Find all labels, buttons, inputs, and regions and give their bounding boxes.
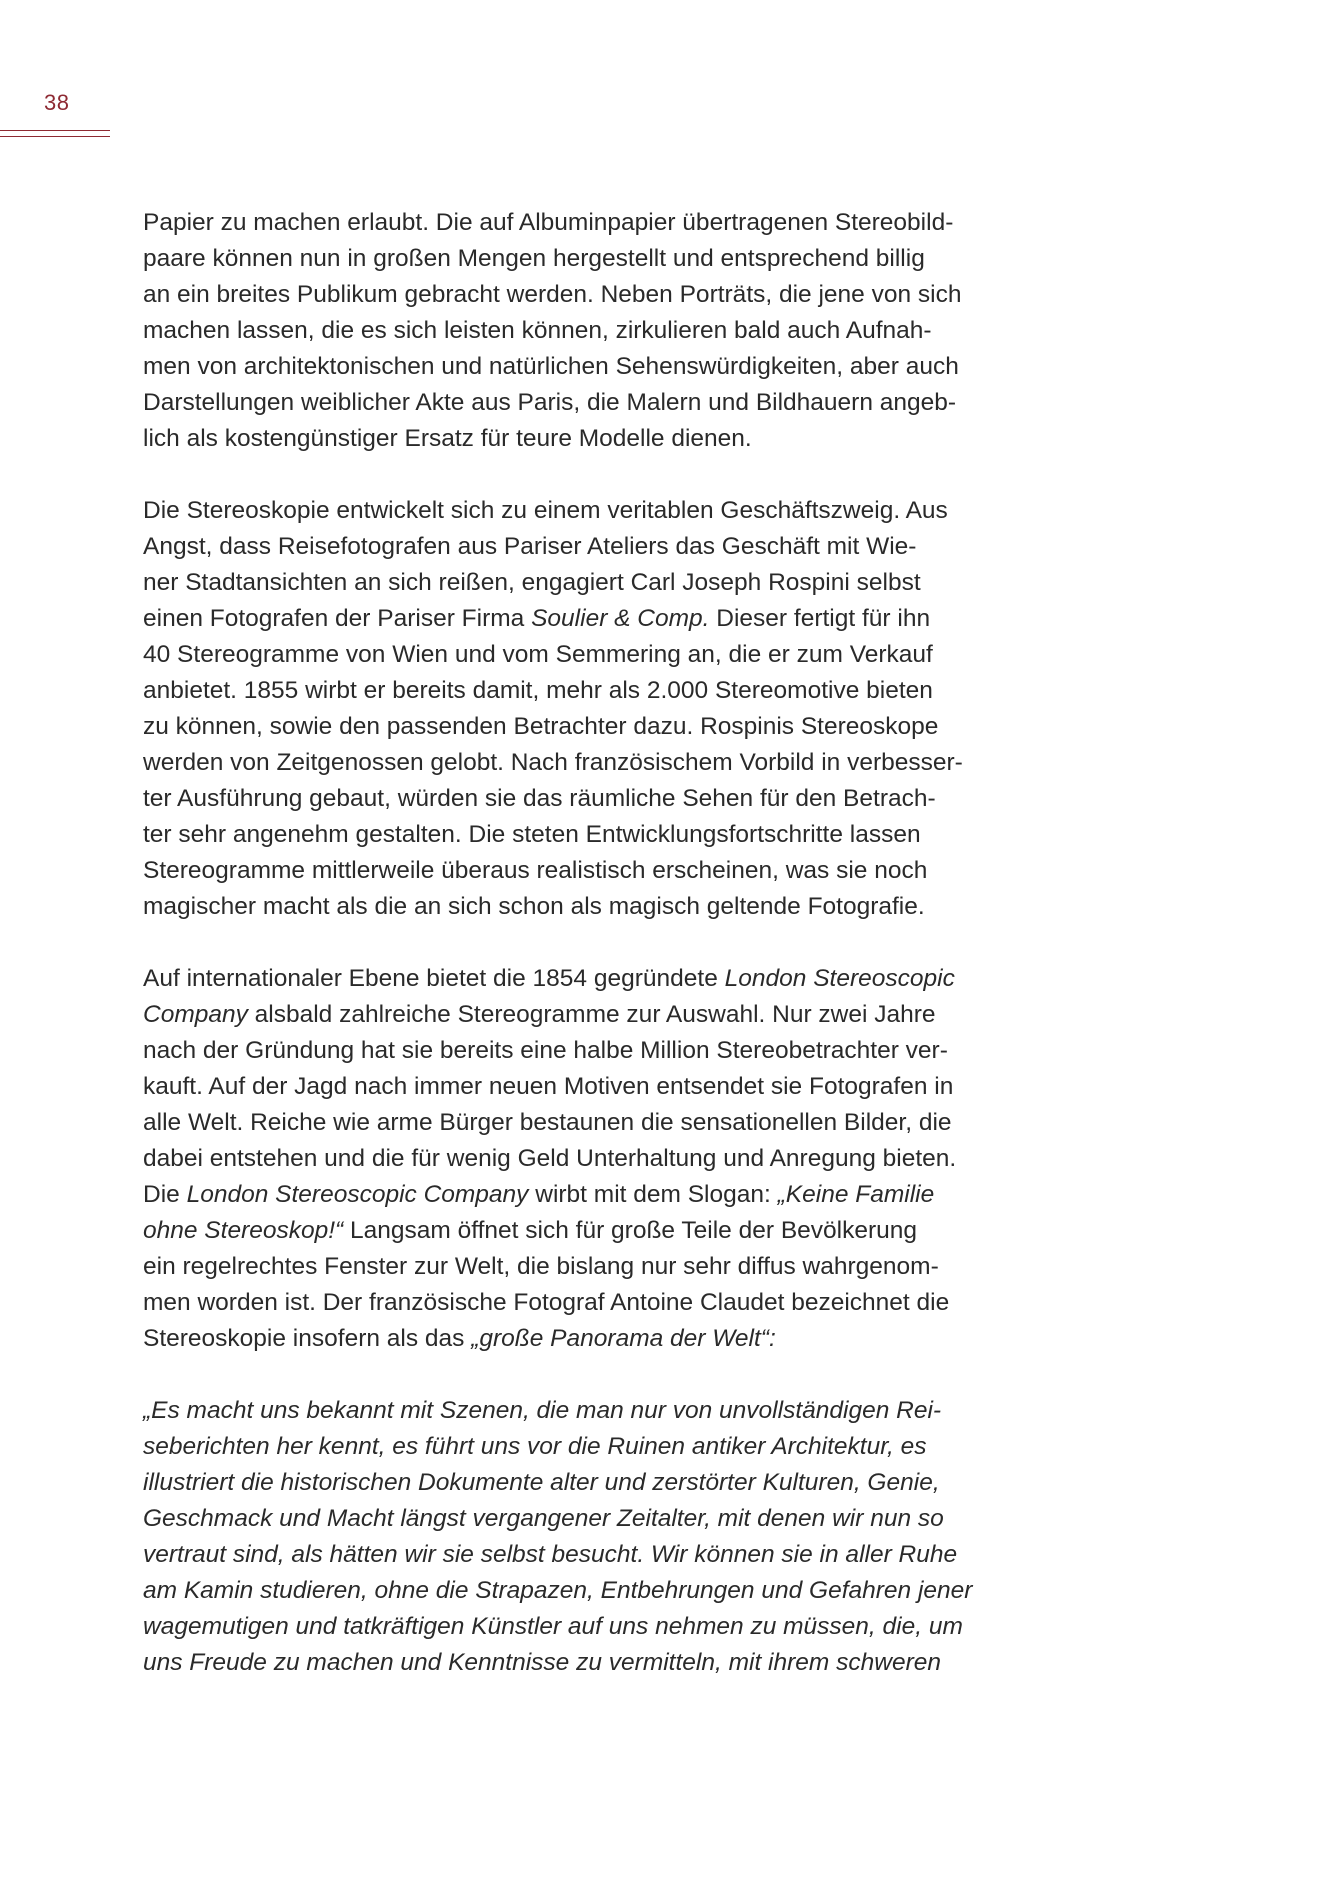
- italic-text: seberichten her kennt, es führt uns vor die Ruinen antiker Architektur, es: [143, 1433, 927, 1460]
- text-line: [143, 205, 1043, 241]
- text-line: [143, 817, 1043, 853]
- text-line: [143, 961, 1043, 997]
- italic-text: Soulier & Comp.: [531, 605, 710, 632]
- text-segment: lich als kostengünstiger Ersatz für teure Modelle dienen.: [143, 425, 752, 452]
- text-segment: kauft. Auf der Jagd nach immer neuen Motiven entsendet sie Fotografen in: [143, 1073, 954, 1100]
- italic-text: London Stereoscopic: [724, 965, 955, 992]
- text-line: [143, 1465, 1043, 1501]
- text-line: [143, 1645, 1043, 1681]
- text-segment: wirbt mit dem Slogan:: [528, 1181, 778, 1208]
- text-line: [143, 421, 1043, 457]
- text-segment: ner Stadtansichten an sich reißen, engagiert Carl Joseph Rospini selbst: [143, 569, 921, 596]
- text-line: [143, 1537, 1043, 1573]
- text-line: [143, 1105, 1043, 1141]
- text-segment: Auf internationaler Ebene bietet die 1854 gegründete: [143, 965, 725, 992]
- text-line: [143, 1393, 1043, 1429]
- text-segment: Papier zu machen erlaubt. Die auf Albuminpapier übertragenen Stereobild-: [143, 209, 954, 236]
- text-line: [143, 781, 1043, 817]
- text-segment: men von architektonischen und natürlichen Sehenswürdigkeiten, aber auch: [143, 353, 959, 380]
- text-segment: ter Ausführung gebaut, würden sie das räumliche Sehen für den Betrach-: [143, 785, 936, 812]
- text-segment: Stereogramme mittlerweile überaus realistisch erscheinen, was sie noch: [143, 857, 928, 884]
- italic-text: wagemutigen und tatkräftigen Künstler auf uns nehmen zu müssen, die, um: [143, 1613, 963, 1640]
- text-segment: Dieser fertigt für ihn: [709, 605, 931, 632]
- text-line: [143, 241, 1043, 277]
- text-segment: Die: [143, 1181, 187, 1208]
- italic-text: London Stereoscopic Company: [186, 1181, 529, 1208]
- text-segment: Darstellungen weiblicher Akte aus Paris, die Malern und Bildhauern angeb-: [143, 389, 957, 416]
- text-line: [143, 529, 1043, 565]
- paragraph-p2: [143, 493, 1043, 925]
- text-segment: Langsam öffnet sich für große Teile der Bevölkerung: [343, 1217, 918, 1244]
- text-line: [143, 385, 1043, 421]
- text-line: [143, 1177, 1043, 1213]
- text-segment: ein regelrechtes Fenster zur Welt, die bislang nur sehr diffus wahrgenom-: [143, 1253, 939, 1280]
- text-segment: Angst, dass Reisefotografen aus Pariser Ateliers das Geschäft mit Wie-: [143, 533, 917, 560]
- text-segment: magischer macht als die an sich schon als magisch geltende Fotografie.: [143, 893, 925, 920]
- text-segment: Stereoskopie insofern als das: [143, 1325, 472, 1352]
- text-line: [143, 1141, 1043, 1177]
- text-line: [143, 709, 1043, 745]
- page-number: 38: [44, 90, 70, 115]
- italic-text: Geschmack und Macht längst vergangener Zeitalter, mit denen wir nun so: [143, 1505, 944, 1532]
- italic-text: ohne Stereoskop!“: [143, 1217, 344, 1244]
- text-line: [143, 1033, 1043, 1069]
- text-segment: paare können nun in großen Mengen hergestellt und entsprechend billig: [143, 245, 925, 272]
- italic-text: Company: [143, 1001, 248, 1028]
- text-segment: werden von Zeitgenossen gelobt. Nach französischem Vorbild in verbesser-: [143, 749, 963, 776]
- paragraph-p4: [143, 1393, 1043, 1681]
- text-segment: men worden ist. Der französische Fotograf Antoine Claudet bezeichnet die: [143, 1289, 950, 1316]
- text-line: [143, 349, 1043, 385]
- italic-text: vertraut sind, als hätten wir sie selbst besucht. Wir können sie in aller Ruhe: [143, 1541, 958, 1568]
- text-line: [143, 673, 1043, 709]
- paragraph-p3: [143, 961, 1043, 1357]
- text-segment: alle Welt. Reiche wie arme Bürger bestaunen die sensationellen Bilder, die: [143, 1109, 952, 1136]
- text-line: [143, 1609, 1043, 1645]
- body-text: [143, 205, 1043, 1717]
- italic-text: am Kamin studieren, ohne die Strapazen, Entbehrungen und Gefahren jener: [143, 1577, 973, 1604]
- text-segment: nach der Gründung hat sie bereits eine halbe Million Stereobetrachter ver-: [143, 1037, 948, 1064]
- text-segment: machen lassen, die es sich leisten können, zirkulieren bald auch Aufnah-: [143, 317, 932, 344]
- text-segment: 40 Stereogramme von Wien und vom Semmering an, die er zum Verkauf: [143, 641, 933, 668]
- text-line: [143, 1321, 1043, 1357]
- text-line: [143, 601, 1043, 637]
- text-line: [143, 1069, 1043, 1105]
- text-line: [143, 889, 1043, 925]
- text-segment: an ein breites Publikum gebracht werden. Neben Porträts, die jene von sich: [143, 281, 962, 308]
- text-segment: zu können, sowie den passenden Betrachter dazu. Rospinis Stereoskope: [143, 713, 939, 740]
- italic-text: illustriert die historischen Dokumente alter und zerstörter Kulturen, Genie,: [143, 1469, 940, 1496]
- text-line: [143, 853, 1043, 889]
- text-line: [143, 1213, 1043, 1249]
- text-line: [143, 565, 1043, 601]
- text-line: [143, 277, 1043, 313]
- text-line: [143, 745, 1043, 781]
- text-segment: dabei entstehen und die für wenig Geld Unterhaltung und Anregung bieten.: [143, 1145, 957, 1172]
- text-segment: anbietet. 1855 wirbt er bereits damit, mehr als 2.000 Stereomotive bieten: [143, 677, 933, 704]
- italic-text: uns Freude zu machen und Kenntnisse zu vermitteln, mit ihrem schweren: [143, 1649, 941, 1676]
- text-line: [143, 997, 1043, 1033]
- text-segment: ter sehr angenehm gestalten. Die steten Entwicklungsfortschritte lassen: [143, 821, 921, 848]
- header-rule: [0, 130, 110, 137]
- text-line: [143, 1573, 1043, 1609]
- text-line: [143, 313, 1043, 349]
- text-segment: Die Stereoskopie entwickelt sich zu einem veritablen Geschäftszweig. Aus: [143, 497, 948, 524]
- text-line: [143, 1429, 1043, 1465]
- italic-text: „Keine Familie: [777, 1181, 935, 1208]
- text-segment: einen Fotografen der Pariser Firma: [143, 605, 532, 632]
- italic-text: „große Panorama der Welt“:: [471, 1325, 776, 1352]
- text-line: [143, 1501, 1043, 1537]
- paragraph-p1: [143, 205, 1043, 457]
- text-line: [143, 1249, 1043, 1285]
- text-line: [143, 1285, 1043, 1321]
- italic-text: „Es macht uns bekannt mit Szenen, die man nur von unvollständigen Rei-: [143, 1397, 942, 1424]
- text-segment: alsbald zahlreiche Stereogramme zur Auswahl. Nur zwei Jahre: [247, 1001, 936, 1028]
- text-line: [143, 637, 1043, 673]
- text-line: [143, 493, 1043, 529]
